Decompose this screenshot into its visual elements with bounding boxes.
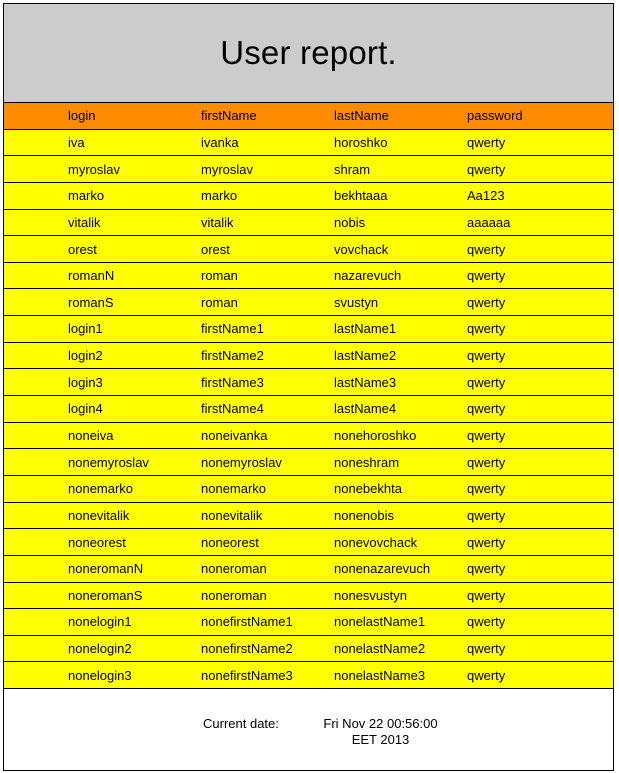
cell-lastname: svustyn (334, 294, 379, 310)
cell-password: Aa123 (467, 188, 505, 204)
current-date-label: Current date: (203, 716, 279, 731)
cell-password: qwerty (467, 268, 506, 284)
cell-password: qwerty (467, 241, 506, 257)
cell-password: qwerty (467, 428, 506, 443)
cell-password: qwerty (467, 321, 506, 337)
cell-password: qwerty (467, 454, 506, 470)
cell-firstname: ivanka (201, 134, 239, 150)
cell-password: qwerty (467, 587, 506, 603)
cell-lastname: nonelastName3 (334, 667, 426, 683)
cell-login: login4 (68, 401, 103, 417)
table-row (4, 529, 613, 556)
table-row (4, 236, 613, 263)
column-header-password: password (467, 108, 523, 124)
report-title-band (4, 4, 613, 103)
cell-lastname: lastName4 (334, 401, 397, 417)
column-header-lastname: lastName (334, 108, 389, 124)
cell-firstname: nonemyroslav (201, 454, 282, 470)
cell-login: nonelogin2 (68, 641, 132, 657)
cell-firstname: nonevitalik (201, 507, 263, 523)
cell-lastname: nonebekhta (334, 481, 402, 497)
user-report (3, 3, 614, 771)
cell-login: nonelogin1 (68, 614, 132, 630)
cell-password: qwerty (467, 507, 506, 523)
cell-password: qwerty (467, 561, 506, 577)
cell-login: nonemarko (68, 481, 134, 497)
cell-password: qwerty (467, 534, 506, 550)
cell-login: myroslav (68, 161, 121, 177)
cell-lastname: shram (334, 161, 371, 177)
cell-login: iva (68, 134, 85, 150)
cell-firstname: nonemarko (201, 481, 267, 497)
cell-firstname: firstName2 (201, 348, 264, 364)
table-row (4, 503, 613, 530)
table-header-row (4, 103, 613, 130)
cell-lastname: nonevovchack (334, 534, 418, 550)
column-header-login: login (68, 108, 96, 124)
cell-firstname: noneivanka (201, 428, 268, 443)
table-row (4, 343, 613, 370)
cell-password: qwerty (467, 667, 506, 683)
table-row (4, 316, 613, 343)
cell-lastname: nonehoroshko (334, 428, 417, 443)
cell-login: orest (68, 241, 97, 257)
cell-lastname: horoshko (334, 134, 388, 150)
cell-firstname: nonefirstName1 (201, 614, 293, 630)
cell-lastname: lastName3 (334, 374, 397, 390)
table-row (4, 556, 613, 583)
cell-firstname: nonefirstName3 (201, 667, 293, 683)
cell-firstname: myroslav (201, 161, 254, 177)
cell-lastname: nonesvustyn (334, 587, 407, 603)
cell-login: noneromanN (68, 561, 144, 577)
table-row (4, 662, 613, 689)
cell-lastname: nonenazarevuch (334, 561, 431, 577)
cell-password: qwerty (467, 294, 506, 310)
cell-firstname: roman (201, 294, 238, 310)
cell-lastname: nobis (334, 214, 366, 230)
cell-password: qwerty (467, 134, 506, 150)
table-row (4, 210, 613, 237)
cell-firstname: firstName4 (201, 401, 264, 417)
cell-lastname: nonelastName2 (334, 641, 426, 657)
cell-login: login2 (68, 348, 103, 364)
cell-lastname: nonelastName1 (334, 614, 426, 630)
table-row (4, 476, 613, 503)
cell-login: noneromanS (68, 587, 143, 603)
cell-login: marko (68, 188, 105, 204)
cell-login: login1 (68, 321, 103, 337)
column-header-firstname: firstName (201, 108, 257, 124)
table-row (4, 636, 613, 663)
table-body (4, 130, 613, 689)
table-row (4, 583, 613, 610)
cell-password: aaaaaa (467, 214, 511, 230)
table-row (4, 423, 613, 450)
cell-lastname: nonenobis (334, 507, 394, 523)
cell-password: qwerty (467, 401, 506, 417)
table-row (4, 609, 613, 636)
cell-firstname: firstName1 (201, 321, 264, 337)
report-title: User report. (220, 34, 397, 71)
cell-firstname: orest (201, 241, 230, 257)
cell-login: romanS (68, 294, 114, 310)
cell-login: nonelogin3 (68, 667, 132, 683)
cell-login: romanN (68, 268, 115, 284)
cell-lastname: vovchack (334, 241, 389, 257)
cell-password: qwerty (467, 161, 506, 177)
cell-password: qwerty (467, 374, 506, 390)
cell-lastname: lastName1 (334, 321, 397, 337)
table-row (4, 396, 613, 423)
cell-firstname: nonefirstName2 (201, 641, 293, 657)
cell-login: noneorest (68, 534, 126, 550)
cell-login: vitalik (68, 214, 101, 230)
cell-login: noneiva (68, 428, 114, 443)
cell-firstname: marko (201, 188, 238, 204)
cell-login: nonevitalik (68, 507, 130, 523)
table-row (4, 289, 613, 316)
cell-password: qwerty (467, 614, 506, 630)
cell-firstname: firstName3 (201, 374, 264, 390)
table-row (4, 156, 613, 183)
table-row (4, 130, 613, 157)
table-row (4, 449, 613, 476)
table-row (4, 183, 613, 210)
cell-firstname: noneroman (201, 587, 267, 603)
cell-firstname: roman (201, 268, 238, 284)
current-date-value: Fri Nov 22 00:56:00 EET 2013 (323, 716, 438, 747)
cell-lastname: nazarevuch (334, 268, 402, 284)
cell-lastname: noneshram (334, 454, 400, 470)
cell-login: nonemyroslav (68, 454, 149, 470)
cell-lastname: lastName2 (334, 348, 397, 364)
table-row (4, 263, 613, 290)
cell-login: login3 (68, 374, 103, 390)
cell-firstname: noneorest (201, 534, 259, 550)
cell-lastname: bekhtaaa (334, 188, 388, 204)
user-table (4, 103, 613, 689)
cell-password: qwerty (467, 348, 506, 364)
cell-password: qwerty (467, 481, 506, 497)
cell-password: qwerty (467, 641, 506, 657)
cell-firstname: noneroman (201, 561, 267, 577)
cell-firstname: vitalik (201, 214, 234, 230)
table-row (4, 369, 613, 396)
